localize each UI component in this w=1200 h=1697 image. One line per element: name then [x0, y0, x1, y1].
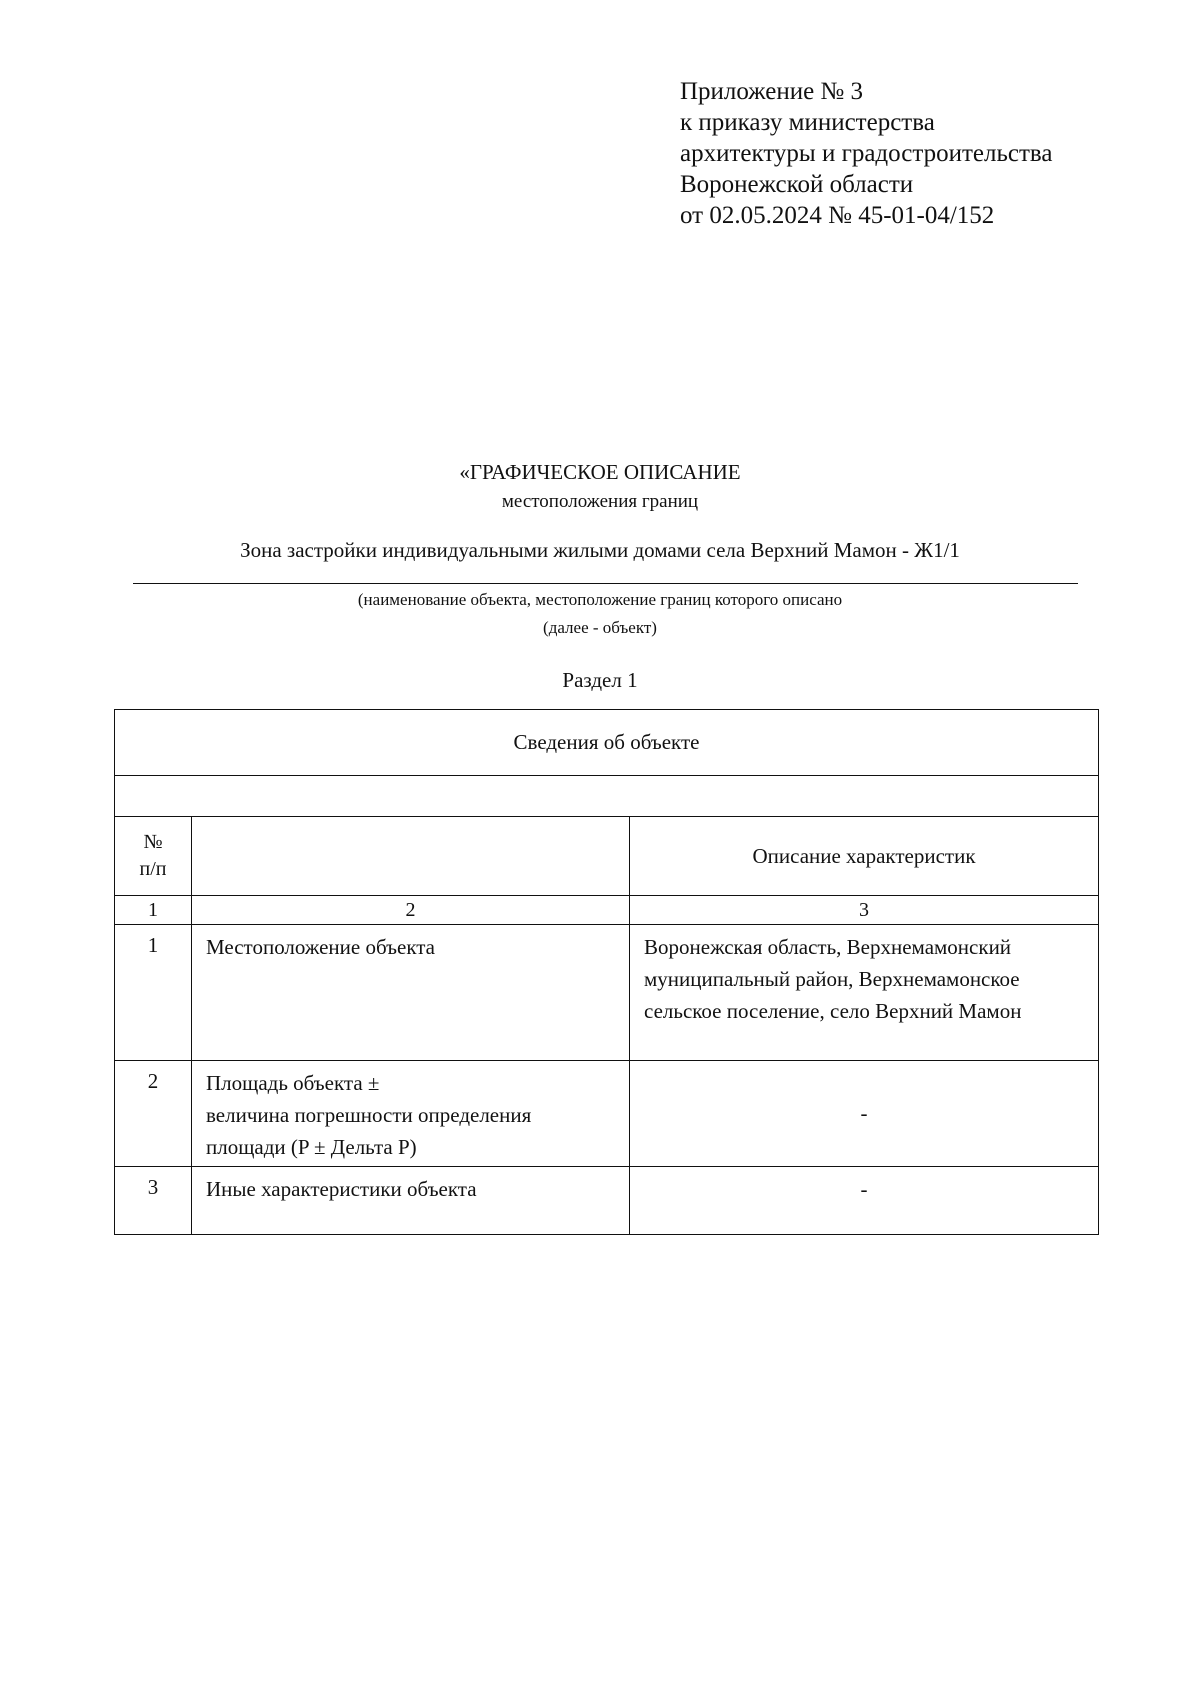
appendix-line: Воронежской области: [680, 171, 914, 198]
table-index-row: [115, 896, 1099, 925]
table-header-row: [115, 817, 1099, 896]
table-blank-row: [115, 776, 1099, 817]
column-index: 1: [115, 896, 192, 925]
object-note-line: (далее - объект): [543, 618, 657, 637]
row-number: 1: [115, 925, 192, 1061]
header-number-cell: [115, 817, 192, 896]
table-row: [115, 1167, 1099, 1235]
column-index: 2: [192, 896, 630, 925]
row-value-line: сельское поселение, село Верхний Мамон: [644, 999, 1022, 1023]
table-caption-row: [115, 710, 1099, 776]
appendix-line: Приложение № 3: [680, 78, 864, 105]
object-name-underline: [133, 583, 1078, 584]
row-name: [192, 925, 630, 1061]
row-value-line: муниципальный район, Верхнемамонское: [644, 967, 1020, 991]
document-subtitle: местоположения границ: [501, 491, 699, 512]
row-value: [630, 925, 1099, 1061]
blank-cell: [115, 776, 1099, 817]
row-value: -: [630, 1167, 1099, 1235]
row-name: [192, 1061, 630, 1167]
row-name-line: Площадь объекта ±: [206, 1071, 380, 1095]
object-name: Зона застройки индивидуальными жилыми домами села Верхний Мамон - Ж1/1: [240, 538, 960, 562]
object-info-table: [114, 709, 1099, 1235]
document-title: «ГРАФИЧЕСКОЕ ОПИСАНИЕ: [459, 460, 741, 484]
row-name-line: Иные характеристики объекта: [206, 1177, 477, 1201]
row-number: 2: [115, 1061, 192, 1167]
header-name-cell: [192, 817, 630, 896]
appendix-line: к приказу министерства: [680, 109, 935, 136]
row-value: -: [630, 1061, 1099, 1167]
appendix-line: архитектуры и градостроительства: [680, 140, 1053, 167]
appendix-block: [680, 76, 1052, 231]
section-title: Раздел 1: [562, 668, 638, 692]
object-note-line: (наименование объекта, местоположение границ которого описано: [357, 590, 843, 609]
header-number-label: п/п: [139, 858, 167, 880]
row-value-line: Воронежская область, Верхнемамонский: [644, 935, 1012, 959]
table-row: [115, 925, 1099, 1061]
row-name-line: площади (P ± Дельта P): [206, 1135, 417, 1159]
row-name-line: Местоположение объекта: [206, 935, 436, 959]
appendix-line: от 02.05.2024 № 45-01-04/152: [680, 202, 995, 229]
row-name-line: величина погрешности определения: [206, 1103, 532, 1127]
header-number-symbol: №: [143, 831, 163, 853]
table-row: [115, 1061, 1099, 1167]
column-index: 3: [630, 896, 1099, 925]
table-caption: Сведения об объекте: [115, 710, 1099, 776]
row-number: 3: [115, 1167, 192, 1235]
header-description-cell: Описание характеристик: [630, 817, 1099, 896]
row-name: [192, 1167, 630, 1235]
